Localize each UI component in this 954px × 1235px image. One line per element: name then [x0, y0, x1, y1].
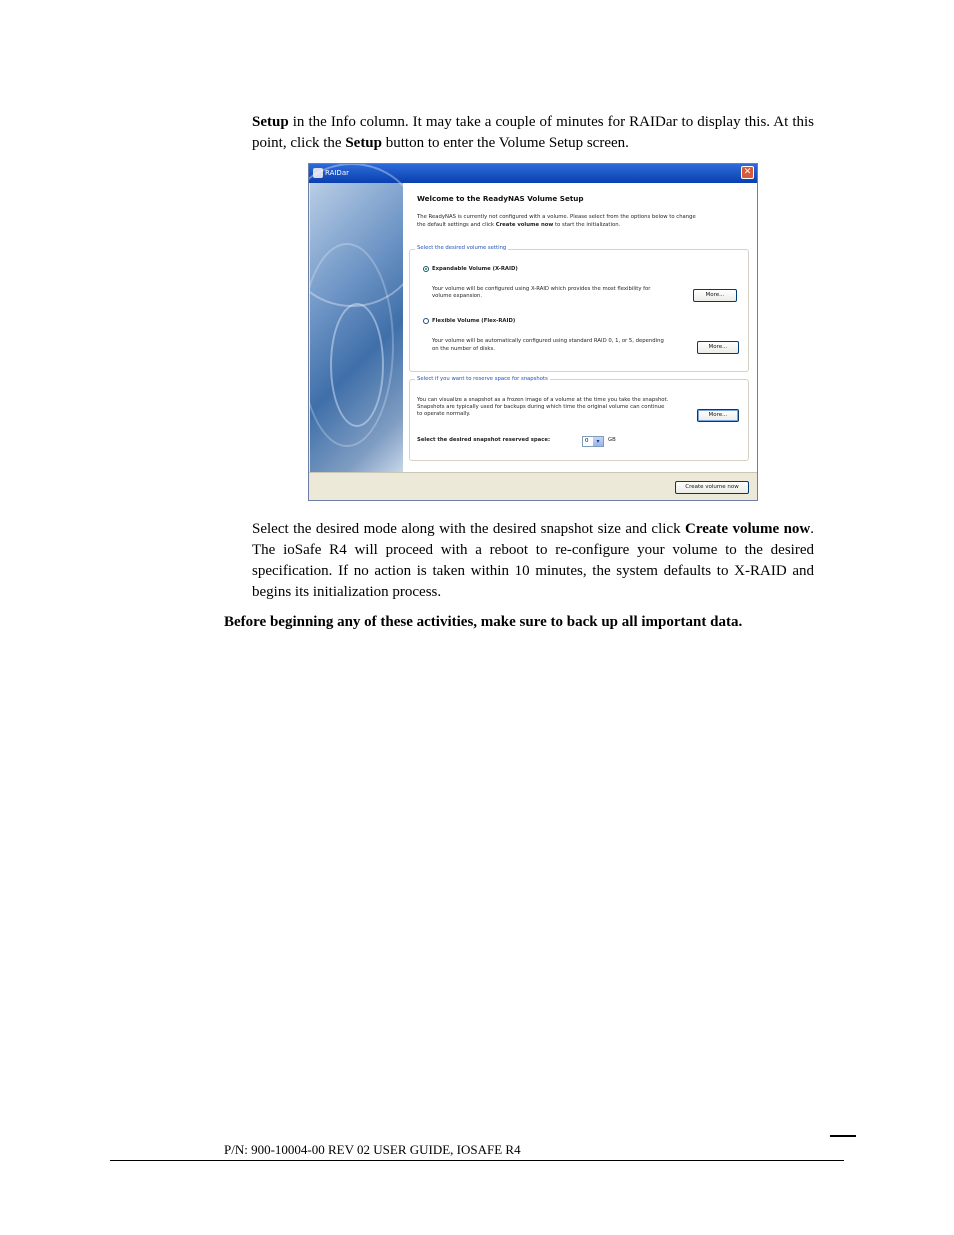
snapshot-desc-2: Snapshots are typically used for backups during which time the original volume can continue: [417, 404, 665, 410]
para1-text1: in the Info column. It may take a couple of minutes for RAIDar to display this. At this point, click the: [252, 114, 814, 151]
setup-bold: Setup: [252, 114, 289, 130]
page-mark: [830, 1135, 856, 1137]
create-volume-button[interactable]: Create volume now: [675, 481, 749, 494]
snapshot-space-value: 0: [585, 438, 589, 444]
setup-button-bold: Setup: [345, 135, 382, 151]
snapshot-group-label: Select if you want to reserve space for snapshots: [417, 376, 548, 382]
instruction-paragraph: [252, 519, 814, 603]
flexraid-radio[interactable]: [423, 318, 429, 324]
close-icon[interactable]: ✕: [741, 166, 754, 179]
snapshot-desc-1: You can visualize a snapshot as a frozen image of a volume at the time you take the snapshot.: [417, 397, 669, 403]
side-banner-image: [310, 183, 403, 472]
intro-line-2: the default settings and click Create volume now to start the initialization.: [417, 222, 621, 228]
snapshot-more-button[interactable]: More...: [697, 409, 739, 422]
window-footer: [309, 472, 757, 501]
xraid-desc-1: Your volume will be configured using X-RAID which provides the most flexibility for: [432, 286, 651, 292]
snapshot-desc-3: to operate normally.: [417, 411, 471, 417]
para2-text2: . The ioSafe R4 will proceed with a reboot to re-configure your volume to the desired specification. If no action is taken within 10 minutes, the system defaults to X-RAID and begins its initialization process.: [252, 521, 814, 600]
volume-setup-panel: [403, 183, 757, 472]
para1-text2: button to enter the Volume Setup screen.: [382, 135, 629, 151]
backup-warning: Before beginning any of these activities, make sure to back up all important data.: [224, 614, 743, 630]
chevron-down-icon[interactable]: ▾: [593, 437, 603, 446]
flexraid-more-button[interactable]: More...: [697, 341, 739, 354]
flexraid-desc-2: on the number of disks.: [432, 346, 495, 352]
create-volume-bold: Create volume now: [685, 521, 811, 537]
page-footer: P/N: 900-10004-00 REV 02 USER GUIDE, IOSAFE R4: [224, 1142, 521, 1157]
para2-text1: Select the desired mode along with the desired snapshot size and click: [252, 521, 686, 537]
footer-rule: [110, 1160, 844, 1161]
flexraid-desc-1: Your volume will be automatically configured using standard RAID 0, 1, or 5, depending: [432, 338, 664, 344]
window-title: RAIDar: [325, 169, 349, 177]
setup-heading: Welcome to the ReadyNAS Volume Setup: [417, 194, 584, 203]
raidar-window: [308, 163, 758, 501]
snapshot-space-label: Select the desired snapshot reserved space:: [417, 437, 551, 443]
xraid-desc-2: volume expansion.: [432, 293, 483, 299]
volume-setting-label: Select the desired volume setting: [417, 245, 507, 251]
snapshot-unit: GB: [608, 437, 616, 443]
xraid-more-button[interactable]: More...: [693, 289, 737, 302]
flexraid-label[interactable]: Flexible Volume (Flex-RAID): [432, 318, 516, 324]
snapshot-space-select[interactable]: [582, 436, 604, 447]
intro-paragraph: [252, 112, 814, 154]
intro-line-1: The ReadyNAS is currently not configured with a volume. Please select from the options below to change: [417, 214, 696, 220]
xraid-radio[interactable]: [423, 266, 429, 272]
xraid-label[interactable]: Expandable Volume (X-RAID): [432, 266, 518, 272]
